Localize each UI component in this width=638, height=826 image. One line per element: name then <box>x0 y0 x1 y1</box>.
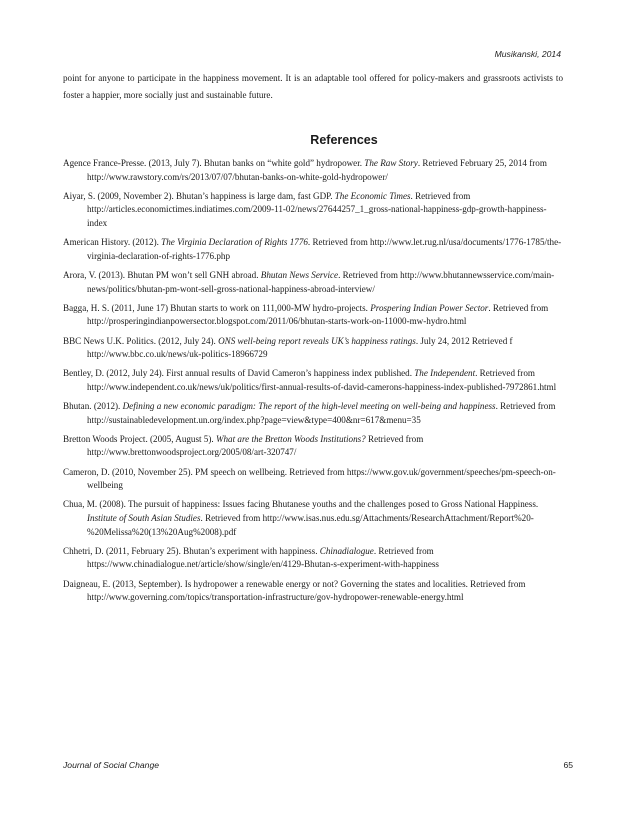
reference-retrieval: . Retrieved from https://www.chinadialogue.net/article/show/single/en/4129-Bhutan-s-experiment-with-happiness <box>87 545 439 570</box>
reference-retrieval: . Retrieved from http://www.let.rug.nl/usa/documents/1776-1785/the-virginia-declaration-of-rights-1776.php <box>87 237 562 261</box>
reference-source-title: The Raw Story <box>364 158 418 168</box>
reference-entry <box>63 466 565 493</box>
reference-entry <box>63 335 565 362</box>
reference-text: BBC News U.K. Politics. (2012, July 24). <box>63 335 219 346</box>
reference-entry <box>63 236 565 263</box>
body-paragraph: point for anyone to participate in the happiness movement. It is an adaptable tool offered for policy-makers and grassroots activists to foster a happier, more socially just and sustainable future. <box>63 73 563 101</box>
reference-source-title: Defining a new economic paradigm: The report of the high-level meeting on well-being and happiness <box>122 401 496 412</box>
reference-text: Aiyar, S. (2009, November 2). Bhutan’s happiness is large dam, fast GDP. <box>63 190 335 201</box>
reference-text: Cameron, D. (2010, November 25). PM speech on wellbeing. Retrieved from https://www.gov.uk/government/speeches/pm-speech-on-wellbeing <box>63 466 556 491</box>
running-head: Musikanski, 2014 <box>494 49 561 59</box>
reference-retrieval: . July 24, 2012 Retrieved f http://www.bbc.co.uk/news/uk-politics-18966729 <box>87 335 513 360</box>
reference-text: Bhutan. (2012). <box>63 401 123 412</box>
reference-entry <box>63 302 565 329</box>
reference-entry <box>63 400 565 427</box>
reference-text: Bentley, D. (2012, July 24). First annual results of David Cameron’s happiness index published. <box>63 368 415 379</box>
page-number: 65 <box>563 760 573 770</box>
reference-retrieval: . Retrieved from http://www.isas.nus.edu.sg/Attachments/ResearchAttachment/Report%20-%20Melissa%20(13%20Aug%2008).pdf <box>87 513 534 537</box>
reference-text: Bagga, H. S. (2011, June 17) Bhutan starts to work on 111,000-MW hydro-projects. <box>63 302 371 313</box>
reference-entry <box>63 545 565 572</box>
reference-source-title: ONS well-being report reveals UK’s happiness ratings <box>218 335 416 346</box>
reference-retrieval: . Retrieved from http://www.bhutannewsservice.com/main-news/politics/bhutan-pm-wont-sell-gross-national-happiness-abroad-interview/ <box>87 269 555 294</box>
references-heading: References <box>310 133 378 147</box>
reference-retrieval: . Retrieved from http://sustainabledevelopment.un.org/index.php?page=view&type=400&nr=617&menu=35 <box>87 401 556 425</box>
reference-source-title: The Independent <box>414 368 476 379</box>
reference-text: American History. (2012). <box>63 237 162 248</box>
reference-entry <box>63 157 565 184</box>
reference-entry <box>63 190 565 231</box>
reference-entry <box>63 578 565 605</box>
reference-retrieval: . Retrieved February 25, 2014 from http://www.rawstory.com/rs/2013/07/07/bhutan-banks-on-white-gold-hydropower/ <box>87 158 547 182</box>
reference-list <box>63 157 565 610</box>
reference-source-title: Institute of South Asian Studies <box>87 513 201 523</box>
reference-entry <box>63 367 565 394</box>
reference-text: Bretton Woods Project. (2005, August 5). <box>63 433 216 444</box>
reference-source-title: The Virginia Declaration of Rights 1776 <box>161 237 308 248</box>
reference-retrieval: . Retrieved from http://prosperingindianpowersector.blogspot.com/2011/06/bhutan-starts-work-on-11000-mw-hydro.html <box>87 302 549 327</box>
reference-text: Chhetri, D. (2011, February 25). Bhutan’s experiment with happiness. <box>63 545 320 556</box>
reference-text: Agence France-Presse. (2013, July 7). Bhutan banks on “white gold” hydropower. <box>63 158 365 168</box>
reference-retrieval: . Retrieved from http://www.independent.co.uk/news/uk/politics/first-annual-results-of-david-camerons-happiness-index-published-7972861.html <box>87 368 557 392</box>
reference-source-title: Prospering Indian Power Sector <box>370 302 489 313</box>
reference-text: Arora, V. (2013). Bhutan PM won’t sell GNH abroad. <box>63 269 261 280</box>
reference-entry <box>63 269 565 296</box>
journal-name: Journal of Social Change <box>63 760 160 770</box>
reference-source-title: The Economic Times <box>334 190 411 201</box>
reference-entry <box>63 498 565 539</box>
reference-text: Chua, M. (2008). The pursuit of happiness: Issues facing Bhutanese youths and the challenges posed to Gross National Happiness. <box>63 499 539 510</box>
reference-retrieval: . Retrieved from http://articles.economictimes.indiatimes.com/2009-11-02/news/27644257_1_gross-national-happiness-gdp-growth-happiness-index <box>87 190 547 228</box>
reference-source-title: Bhutan News Service <box>260 269 339 280</box>
reference-source-title: What are the Bretton Woods Institutions? <box>215 433 366 444</box>
reference-source-title: Chinadialogue <box>319 545 374 556</box>
reference-text: Daigneau, E. (2013, September). Is hydropower a renewable energy or not? Governing the states and localities. Retrieved from http://www.governing.com/topics/transportation-infrastructure/gov-hydropower-renewable-energy.html <box>63 578 526 603</box>
reference-retrieval: Retrieved from http://www.brettonwoodsproject.org/2005/08/art-320747/ <box>87 433 424 458</box>
reference-entry <box>63 433 565 460</box>
